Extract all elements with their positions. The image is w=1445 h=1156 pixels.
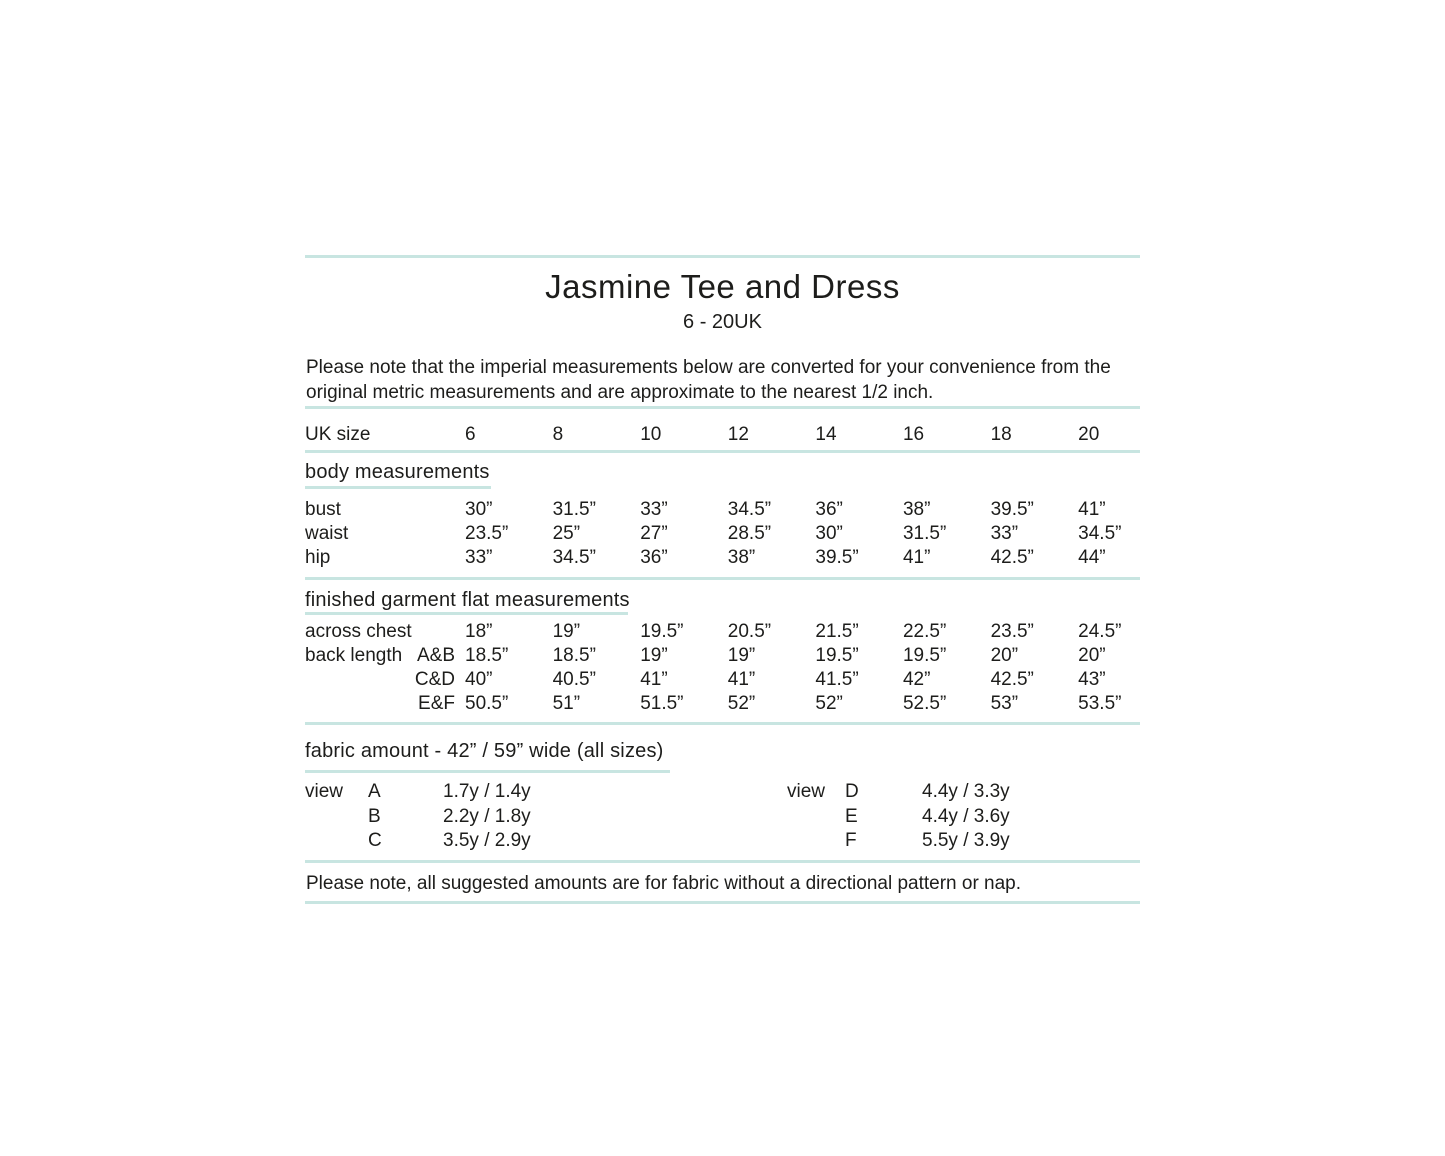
measurement-value: 33” (465, 547, 493, 568)
fabric-view-letter: A (368, 781, 381, 802)
measurement-value: 19.5” (902, 645, 947, 666)
fabric-view-label: view (305, 781, 344, 802)
fabric-view-label: view (787, 781, 826, 802)
fabric-view-letter: B (368, 805, 381, 827)
measurement-row (305, 692, 1166, 716)
measurement-value: 24.5” (1078, 621, 1122, 642)
measurement-value: 40” (465, 669, 493, 690)
measurement-value: 23.5” (990, 621, 1034, 642)
measurement-value: 40.5” (552, 669, 596, 690)
divider-line (305, 860, 1140, 863)
row-label-group (305, 644, 465, 668)
fabric-amount: 1.7y / 1.4y (443, 781, 531, 802)
row-label-group (305, 692, 465, 716)
size-col-header: 14 (815, 424, 837, 445)
row-label: back length (305, 645, 403, 666)
measurement-value: 42” (902, 669, 931, 690)
section-heading-garment-measurements: finished garment flat measurements (305, 589, 630, 611)
divider-line (305, 577, 1140, 580)
measurement-value: 43” (1078, 669, 1106, 690)
measurement-value: 52” (815, 693, 843, 714)
fabric-view-letter: E (845, 805, 858, 827)
row-label-group (305, 620, 465, 644)
heading-underline (305, 770, 670, 773)
fabric-amount: 5.5y / 3.9y (922, 830, 1010, 851)
measurement-value: 33” (990, 523, 1019, 544)
measurement-row (305, 668, 1166, 692)
measurement-value: 19” (727, 645, 756, 666)
measurement-value: 52” (727, 693, 756, 714)
heading-underline (305, 486, 491, 489)
measurement-value: 31.5” (552, 499, 596, 520)
measurement-value: 28.5” (727, 523, 772, 544)
measurement-value: 41” (1078, 499, 1106, 520)
divider-line-top (305, 255, 1140, 258)
size-col-header: 10 (640, 424, 662, 445)
row-label-group (305, 668, 465, 692)
fabric-note: Please note, all suggested amounts are for fabric without a directional pattern or nap. (306, 873, 1022, 894)
measurement-value: 53.5” (1078, 693, 1122, 714)
fabric-amount: 2.2y / 1.8y (443, 805, 531, 827)
size-col-header: 16 (902, 424, 925, 445)
size-col-header: 20 (1078, 424, 1100, 445)
row-label: waist (305, 523, 349, 544)
row-label: across chest (305, 621, 412, 642)
fabric-view-label (305, 805, 368, 830)
size-range-subtitle: 6 - 20UK (683, 311, 762, 333)
measurement-value: 30” (815, 523, 843, 544)
measurement-value: 38” (902, 499, 931, 520)
body-measurements-table (305, 498, 1166, 570)
measurement-value: 53” (990, 693, 1019, 714)
divider-line (305, 406, 1140, 409)
row-label: bust (305, 499, 341, 520)
fabric-amount: 4.4y / 3.3y (922, 781, 1010, 802)
measurement-value: 34.5” (727, 499, 772, 520)
fabric-view-label (787, 829, 845, 854)
measurement-value: 23.5” (465, 523, 509, 544)
measurement-value: 39.5” (990, 499, 1034, 520)
fabric-view-letter: D (845, 781, 859, 802)
measurement-value: 21.5” (815, 621, 859, 642)
measurement-value: 18.5” (465, 645, 509, 666)
measurement-value: 19.5” (815, 645, 859, 666)
measurement-value: 27” (640, 523, 668, 544)
measurement-value: 30” (465, 499, 493, 520)
size-col-header: 18 (990, 424, 1012, 445)
divider-line (305, 450, 1140, 453)
measurement-value: 42.5” (990, 547, 1034, 568)
measurement-value: 25” (552, 523, 581, 544)
measurement-value: 50.5” (465, 693, 509, 714)
size-col-header: 8 (552, 424, 564, 445)
fabric-view-letter: C (368, 830, 382, 851)
measurement-row (305, 644, 1166, 668)
heading-underline (305, 612, 628, 615)
section-heading-body-measurements: body measurements (305, 461, 490, 483)
fabric-view-letter: F (845, 830, 857, 851)
measurement-value: 38” (727, 547, 756, 568)
measurement-value: 36” (640, 547, 668, 568)
measurement-value: 33” (640, 499, 668, 520)
measurement-value: 51.5” (640, 693, 684, 714)
measurement-row (305, 546, 1166, 570)
fabric-table-right (787, 780, 1010, 854)
measurement-value: 22.5” (902, 621, 947, 642)
fabric-amount: 4.4y / 3.6y (922, 805, 1010, 827)
measurement-value: 20” (1078, 645, 1106, 666)
divider-line-bottom (305, 901, 1140, 904)
measurement-value: 39.5” (815, 547, 859, 568)
garment-measurements-table (305, 620, 1166, 716)
conversion-note: Please note that the imperial measurements below are converted for your convenience from the original metric measurements and are approximate to the nearest 1/2 inch. (306, 357, 1111, 403)
measurement-value: 19.5” (640, 621, 684, 642)
measurement-value: 20.5” (727, 621, 772, 642)
section-heading-fabric-amount: fabric amount - 42” / 59” wide (all sizes) (305, 740, 664, 762)
measurement-value: 41” (727, 669, 756, 690)
fabric-view-label (305, 829, 368, 854)
size-row-label: UK size (305, 424, 371, 445)
measurement-value: 34.5” (1078, 523, 1122, 544)
measurement-value: 18” (465, 621, 493, 642)
measurement-value: 20” (990, 645, 1019, 666)
row-sublabel: C&D (414, 669, 455, 690)
measurement-value: 41” (640, 669, 668, 690)
measurement-value: 42.5” (990, 669, 1034, 690)
measurement-value: 41.5” (815, 669, 859, 690)
measurement-value: 51” (552, 693, 581, 714)
measurement-value: 41” (902, 547, 931, 568)
size-header-row (305, 423, 1166, 447)
measurement-value: 36” (815, 499, 843, 520)
measurement-value: 44” (1078, 547, 1106, 568)
divider-line (305, 722, 1140, 725)
size-col-header: 12 (727, 424, 749, 445)
measurement-value: 52.5” (902, 693, 947, 714)
size-col-header: 6 (465, 424, 476, 445)
row-sublabel: A&B (416, 645, 455, 666)
fabric-view-label (787, 805, 845, 830)
measurement-value: 19” (552, 621, 581, 642)
measurement-value: 31.5” (902, 523, 947, 544)
row-sublabel: E&F (418, 693, 455, 714)
measurement-row (305, 620, 1166, 644)
measurement-value: 34.5” (552, 547, 596, 568)
measurement-value: 19” (640, 645, 668, 666)
measurement-value: 18.5” (552, 645, 596, 666)
fabric-table-left (305, 780, 531, 854)
measurement-row (305, 498, 1166, 522)
row-label: hip (305, 547, 331, 568)
fabric-amount: 3.5y / 2.9y (443, 830, 531, 851)
page-title: Jasmine Tee and Dress (545, 268, 900, 305)
measurement-row (305, 522, 1166, 546)
